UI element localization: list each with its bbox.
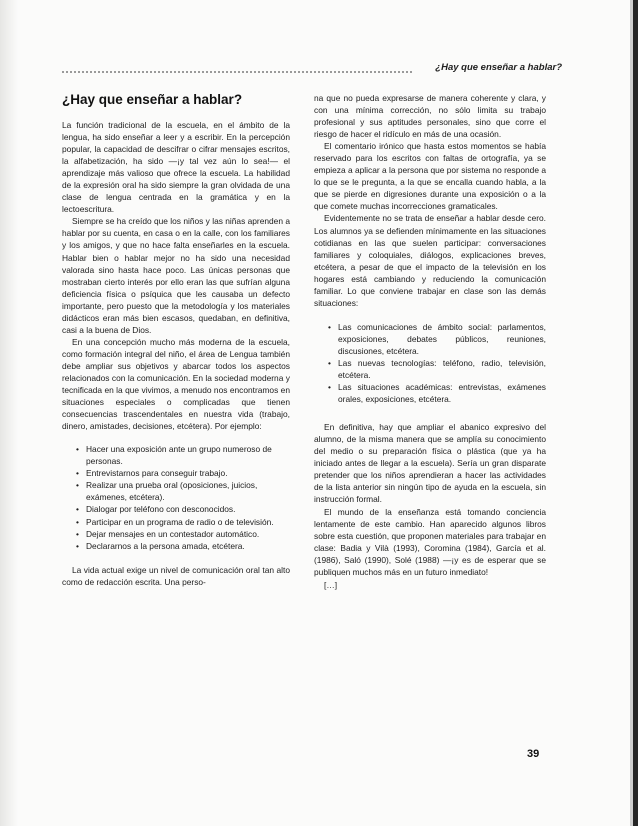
list-item: • Realizar una prueba oral (oposiciones, juicios, exámenes, etcétera). [76,479,290,503]
right-paragraph-4: En definitiva, hay que ampliar el abanico expresivo del alumno, de la misma manera que se amplía su conocimiento del medio o su preparación física o plástica (que ya ha iniciado antes de llegar a la escuela). Sería un gran disparate pretender que los niños aprendieran a hacer las actividades de la lista anterior sin ningún tipo de ayuda en la escuela, sin instrucción formal. [314,422,546,505]
section-heading: ¿Hay que enseñar a hablar? [62,92,243,107]
list-item: • Las comunicaciones de ámbito social: parlamentos, exposiciones, debates públicos, reuniones, discusiones, etcétera. [328,321,546,357]
left-bullet-list [62,443,290,551]
page-number: 39 [527,748,540,760]
list-item: • Entrevistarnos para conseguir trabajo. [76,467,290,479]
left-closing-paragraph: La vida actual exige un nivel de comunicación oral tan alto como de redacción escrita. Una perso- [62,564,290,587]
ellipsis-marker: […] [324,579,338,590]
list-item: • Las nuevas tecnologías: teléfono, radio, televisión, etcétera. [328,357,546,381]
left-paragraph-3: En una concepción mucho más moderna de la escuela, como formación integral del niño, el área de Lengua también debe ampliar sus objetivos y abarcar todos los aspectos relacionados con la comunicación. En la sociedad moderna y tecnificada en la que vivimos, a menudo nos encontramos en situaciones especiales o complicadas que tienen consecuencias trascendentales en nuestra vida (trabajo, dinero, amistades, decisiones, etcétera). Por ejemplo: [62,336,290,432]
running-header [62,62,562,78]
list-item: • Declararnos a la persona amada, etcétera. [76,540,290,552]
right-paragraph-2: El comentario irónico que hasta estos momentos se había reservado para los escritos con faltas de ortografía, ya se empieza a aplicar a la persona que por sistema no responde a lo que se le pregunta, a la que se encalla cuando habla, a la que se pierde en digresiones durante una exposición o a la que comete muchas incorrecciones gramaticales. [314,141,546,212]
left-column [62,92,290,588]
header-dotted-rule [62,71,412,73]
right-bullet-list [314,321,546,405]
right-paragraph-3: Evidentemente no se trata de enseñar a hablar desde cero. Los alumnos ya se defienden mínimamente en las situaciones cotidianas en las que suelen participar: conversaciones familiares y coloquiales, diálogos, explicaciones breves, etcétera, a pesar de que el impacto de la televisión en los hogares está cambiando y reduciendo la comunicación familiar. Lo que conviene trabajar en clase son las demás situaciones: [314,213,546,308]
running-title: ¿Hay que enseñar a hablar? [435,62,562,73]
page-gutter-shadow [0,0,18,826]
right-paragraph-1: na que no pueda expresarse de manera coherente y clara, y con una mínima corrección, no sólo limita su trabajo profesional y sus aptitudes personales, sino que corre el riesgo de hacer el ridículo en más de una ocasión. [314,93,546,140]
right-column [314,92,546,591]
right-paragraph-5: El mundo de la enseñanza está tomando conciencia lentamente de este cambio. Han aparecido algunos libros sobre esta cuestión, que proponen materiales para trabajar en clase: Badia y Vilà (1993), Coromina (1984), García et al. (1986), Saló (1990), Solé (1988) —¡y es de esperar que se publiquen muchos más en un futuro inmediato! [314,506,546,577]
list-item: • Dialogar por teléfono con desconocidos. [76,503,290,515]
left-paragraph-2: Siempre se ha creído que los niños y las niñas aprenden a hablar por su cuenta, en casa o en la calle, con los familiares y los amigos, y que no hace falta enseñarles en la escuela. Hablar bien o hablar mejor no ha sido una necesidad valorada sino hasta hace poco. Las únicas personas que mostraban cierto interés por ello eran las que sufrían alguna deficiencia física o psíquica que les causaba un defecto importante, pero puesto que la metodología y los materiales didácticos eran más bien escasos, quedaban, en definitiva, casi a la buena de Dios. [62,216,290,335]
page-edge-dark [633,0,638,826]
left-paragraph-1: La función tradicional de la escuela, en el ámbito de la lengua, ha sido enseñar a leer y a escribir. En la percepción popular, la capacidad de descifrar o cifrar mensajes escritos, la alfabetización, ha sido —¡y tal vez aún lo sea!— el aprendizaje más valioso que ofrece la escuela. La habilidad de la expresión oral ha sido siempre la gran olvidada de una clase de lengua centrada en la gramática y en la lectoescritura. [62,120,290,215]
list-item: • Las situaciones académicas: entrevistas, exámenes orales, exposiciones, etcétera. [328,381,546,405]
list-item: • Dejar mensajes en un contestador automático. [76,528,290,540]
list-item: • Participar en un programa de radio o de televisión. [76,516,290,528]
list-item: • Hacer una exposición ante un grupo numeroso de personas. [76,443,290,467]
